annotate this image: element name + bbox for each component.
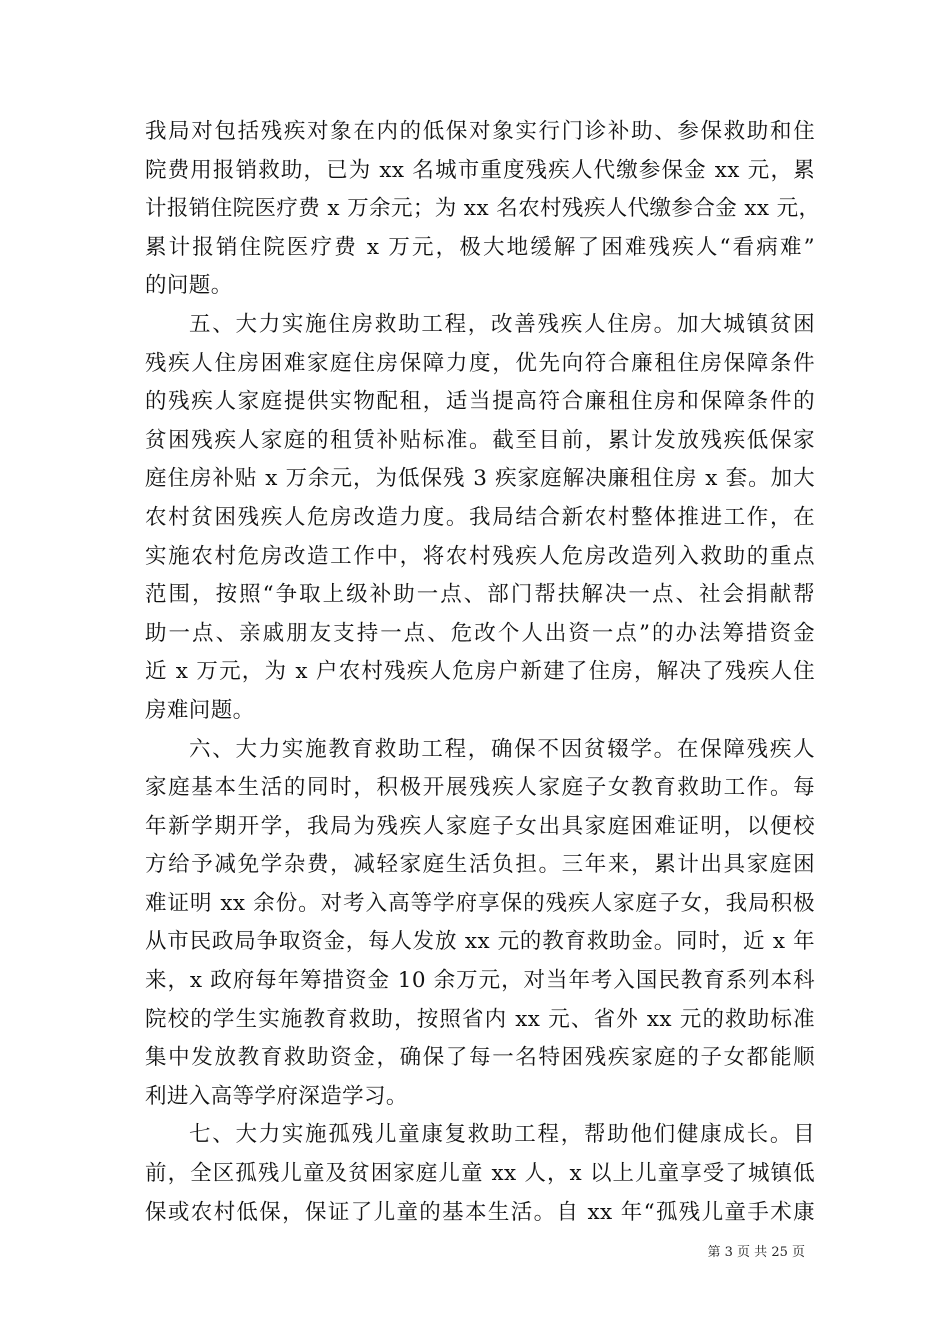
text-line: 难证明 xx 余份。对考入高等学府享保的残疾人家庭子女，我局积极 — [145, 890, 815, 916]
text-line: 来，x 政府每年筹措资金 10 余万元，对当年考入国民教育系列本科 — [145, 968, 815, 994]
text-line: 院校的学生实施教育救助，按照省内 xx 元、省外 xx 元的救助标准 — [145, 1006, 815, 1032]
text-line: 的问题。 — [145, 273, 233, 299]
text-line: 方给予减免学杂费，减轻家庭生活负担。三年来，累计出具家庭困 — [145, 852, 815, 878]
text-line: 贫困残疾人家庭的租赁补贴标准。截至目前，累计发放残疾低保家 — [145, 427, 815, 453]
text-line: 房难问题。 — [145, 697, 255, 723]
text-line: 前，全区孤残儿童及贫困家庭儿童 xx 人，x 以上儿童享受了城镇低 — [145, 1161, 815, 1187]
text-line: 实施农村危房改造工作中，将农村残疾人危房改造列入救助的重点 — [145, 543, 815, 569]
text-line: 的残疾人家庭提供实物配租，适当提高符合廉租住房和保障条件的 — [145, 389, 815, 415]
text-line: 农村贫困残疾人危房改造力度。我局结合新农村整体推进工作，在 — [145, 504, 815, 530]
text-line: 年新学期开学，我局为残疾人家庭子女出具家庭困难证明，以便校 — [145, 813, 815, 839]
text-line: 累计报销住院医疗费 x 万元，极大地缓解了困难残疾人“看病难” — [145, 234, 815, 260]
text-line: 利进入高等学府深造学习。 — [145, 1083, 408, 1109]
text-line: 庭住房补贴 x 万余元，为低保残 3 疾家庭解决廉租住房 x 套。加大 — [145, 466, 815, 492]
text-line: 保或农村低保，保证了儿童的基本生活。自 xx 年“孤残儿童手术康 — [145, 1199, 815, 1225]
text-line: 近 x 万元，为 x 户农村残疾人危房户新建了住房，解决了残疾人住 — [145, 659, 815, 685]
text-line: 残疾人住房困难家庭住房保障力度，优先向符合廉租住房保障条件 — [145, 350, 815, 376]
paragraph-first-line: 七、大力实施孤残儿童康复救助工程，帮助他们健康成长。目 — [189, 1122, 815, 1148]
text-line: 院费用报销救助，已为 xx 名城市重度残疾人代缴参保金 xx 元，累 — [145, 157, 815, 183]
paragraph-first-line: 五、大力实施住房救助工程，改善残疾人住房。加大城镇贫困 — [189, 311, 815, 337]
text-line: 范围，按照“争取上级补助一点、部门帮扶解决一点、社会捐献帮 — [145, 582, 815, 608]
page-number: 第 3 页 共 25 页 — [707, 1245, 805, 1260]
text-line: 从市民政局争取资金，每人发放 xx 元的教育救助金。同时，近 x 年 — [145, 929, 815, 955]
text-line: 计报销住院医疗费 x 万余元；为 xx 名农村残疾人代缴参合金 xx 元， — [145, 196, 821, 222]
text-line: 家庭基本生活的同时，积极开展残疾人家庭子女教育救助工作。每 — [145, 775, 815, 801]
text-line: 助一点、亲戚朋友支持一点、危改个人出资一点”的办法筹措资金 — [145, 620, 815, 646]
text-line: 我局对包括残疾对象在内的低保对象实行门诊补助、参保救助和住 — [145, 119, 815, 144]
document-body — [145, 113, 821, 1232]
paragraph-first-line: 六、大力实施教育救助工程，确保不因贫辍学。在保障残疾人 — [189, 736, 815, 762]
text-line: 集中发放教育救助资金，确保了每一名特困残疾家庭的子女都能顺 — [145, 1045, 815, 1071]
